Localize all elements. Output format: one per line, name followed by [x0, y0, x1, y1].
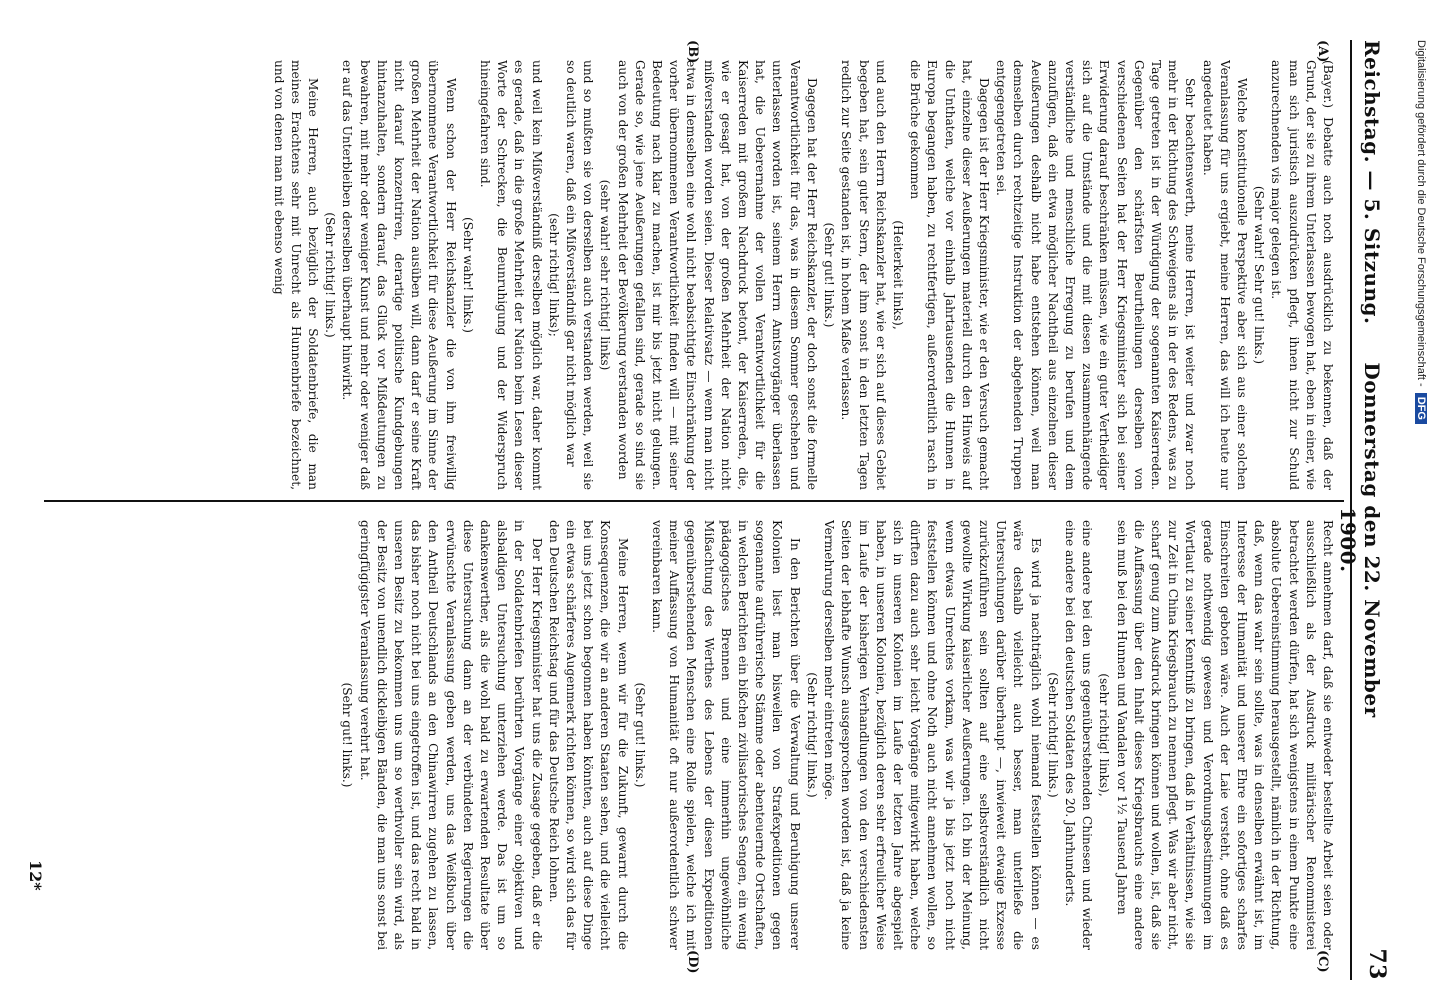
paragraph: und auch den Herrn Reichskanzler hat, wie er sich auf dieses Gebiet begeben hat, sein guter Stern, der ihm sonst in den letzten Tagen redlich zur Seite gestanden ist, in hohem Maße verlassen. — [839, 60, 888, 490]
interjection: (Sehr wahr! Sehr gut! links.) — [1252, 185, 1267, 365]
paragraph: Welche konstitutionelle Perspektive aber sich aus einer solchen Veranlassung für uns ergiebt, meine Herren, das will ich heute nur angedeutet haben. — [1200, 60, 1249, 490]
interjection: (sehr wahr! sehr richtig! links) — [598, 179, 613, 371]
paragraph: In den Berichten über die Verwaltung und Beruhigung unserer Kolonien liest man bisweilen von Strafexpeditionen gegen sogenannte aufrührerische Stämme oder abenteuernde Ortschaften, in welchen Berichten ein bißchen zivilisatorisches Sengen, ein wenig pädagogisches Brennen und eine immerhin ungewöhnliche Mißachtung des Werthes des Lebens der diesen Expeditionen gegenüberstehenden Menschen eine Rolle spielen, welche ich mit meiner Auffassung von Humanität oft nur außerordentlich schwer vereinbaren kann. — [650, 520, 802, 950]
paragraph: Es wird ja nachträglich wohl niemand feststellen können — es wäre deshalb vielleicht auch besser, man unterließe die Untersuchungen darüber überhaupt —, inwieweit etwaige Exzesse zurückzuführen sein sollten auf eine selbstverständlich nicht gewollte Wirkung kaiserlicher Aeußerungen. Ich bin der Meinung, wenn etwas Unrechtes vorkam, was wir ja bis jetzt noch nicht feststellen können und ohne Noth auch nicht annehmen wollen, so dürften dazu auch sehr leicht Vorgänge mitgewirkt haben, welche sich in unseren Kolonien im Laufe der letzten Jahre abgespielt haben, in unseren Kolonien, bezüglich deren sehr erfreulicher Weise im Laufe der bisherigen Verhandlungen von den verschiedensten Seiten der lebhafte Wunsch ausgesprochen worden ist, daß ja keine Vermehrung derselben mehr eintreten möge. — [822, 520, 1043, 950]
paragraph: Wenn schon der Herr Reichskanzler die von ihm freiwillig übernommene Verantwortlichkeit für diese Aeußerung im Sinne der großen Mehrheit der Nation ausüben will, dann darf er seine Kraft nicht darauf konzentriren, derartige politische Kundgebungen hintanzuhalten, sondern darauf, das Glück vor Mißdeutungen zu bewahren, mit mehr oder weniger Kunst und mehr oder weniger daß er auf das Unterbleiben derselben überhaupt hinwirkt. — [340, 60, 458, 490]
paragraph: eine andere bei den uns gegenüberstehenden Chinesen und wieder eine andere bei den deutschen Soldaten des 20. Jahrhunderts. — [1062, 520, 1095, 950]
interjection: (sehr richtig! links), — [1097, 673, 1112, 797]
column-divider — [44, 500, 1344, 502]
paragraph: Meine Herren, wenn wir für die Zukunft, gewarnt durch die Konsequenzen, die wir an anderen Staaten sehen, und die vielleicht bei uns jetzt schon begonnen haben könnten, auch auf diese Dinge ein etwas schärferes Augenmerk richten können, so wird sich das für den Deutschen Reichstag und für das Deutsche Reich lohnen. — [546, 520, 630, 950]
interjection: (Heiterkeit links), — [890, 220, 905, 330]
paragraph: Recht annehmen darf, daß sie entweder bestellte Arbeit seien oder ausschließlich als der Ausdruck militärischer Renommisterei betrachtet werden dürfen, hat sich wenigstens in einem Punkte eine absolute Uebereinstimmung herausgestellt, nämlich in der Richtung, daß, wenn das wahr sein sollte, was in denselben erwähnt ist, im Interesse der Humanität und unserer Ehre ein sofortiges scharfes Einschreiten geboten wäre. Auch der Laie versteht, ohne daß es gerade nothwendig gewesen und Verordnungsbestimmungen im Wortlaut zu seiner Kenntniß zu bringen, daß in Verhältnissen, wie sie zur Zeit in China Kriegsbrauch zu nennen pflegt. Was wir aber nicht, scharf genug zum Ausdruck bringen können und wollen, ist, daß sie die Auffassung über den Inhalt dieses Kriegsbrauchs eine andere sein muß bei den Hunnen und Vandalen vor 1½ Tausend Jahren — [1114, 520, 1335, 950]
credit-label: Digitalisierung gefördert durch die Deutsche Forschungsgemeinschaft - — [1415, 40, 1427, 387]
paragraph: Dagegen hat der Herr Reichskanzler, der doch sonst die formelle Verantwortlichkeit für das, was in diesem Sommer geschehen und unterlassen worden ist, seinem Herrn Amtsvorgänger überlassen hat, die Ueberernahme der vollen Verantwortlichkeit für die Kaiserreden mit großem Nachdruck betont, der Kaiserreden, die, wie er gesagt hat, von der großen Mehrheit der Nation nicht mißverstanden worden seien. Dieser Relativsatz — wenn man nicht etwa in demselben eine wohl nicht beabsichtigte Einschränkung der vorher übernommenen Verantwortlichkeit finden will — mit seiner Bedeutung nach klar zu machen, ist mir bis jetzt nicht gelungen. Gerade so, wie jene Aeußerungen gefallen sind, gerade so sind sie auch von der großen Mehrheit der Bevölkerung verstanden worden — [615, 60, 819, 490]
header-date: Donnerstag den 22. November 1900. — [1336, 362, 1384, 718]
margin-mark-b: (B) — [685, 40, 700, 64]
paragraph: und so mußten sie von derselben auch verstanden werden, weil sie so deutlich waren, daß ein Mißverständniß gar nicht möglich war — [564, 60, 596, 490]
right-column — [36, 520, 1336, 950]
header-rule — [1350, 40, 1352, 980]
paragraph: (Bayer.) Debatte auch noch ausdrücklich zu bekennen, daß der Grund, der sie zu ihrem Unterlassen bewogen hat, eben in einer, wie man sich juristisch auszudrücken pflegt, ihnen nicht zur Schuld anzurechnenden vis major gelegen ist. — [1269, 60, 1335, 490]
margin-mark-d: (D) — [685, 950, 700, 974]
paragraph: Sehr beachtenswerth, meine Herren, ist weiter und zwar noch mehr in der Richtung des Schweigens als in der des Redens, was zu Tage getreten ist in der Würdigung der sogenannten Kaiserreden. Gegenüber den schärfsten Beurtheilungen derselben von verschiedenen Seiten hat der Herr Kriegsminister sich bei seiner Erwiderung darauf beschränken müssen, wie ein guter Vertheidiger sich auf die Umstände und die mit diesen zusammenhängende verständliche und menschliche Erregung zu berufen und dem anzufügen, daß ein etwa möglicher Nachtheil aus einzelnen dieser Aeußerungen deshalb nicht habe entstehen können, weil man demselben durch rechtzeitige Instruktion der abgehenden Truppen entgegengetreten sei. — [994, 60, 1198, 490]
credit-text — [1405, 40, 1427, 600]
page-number: 73 — [1364, 948, 1390, 980]
paragraph: und weil kein Mißverständniß derselben möglich war, daher kommt es gerade, daß in die große Mehrheit der Nation beim Lesen dieser Worte der Schrecken, die Beunruhigung und der Widerspruch hineingefahren sind. — [478, 60, 544, 490]
margin-mark-c: (C) — [1315, 950, 1330, 973]
signature-mark: 12* — [26, 860, 45, 891]
paragraph: Der Herr Kriegsminister hat uns die Zusage gegeben, daß er die in der Soldatenbriefen berührten Vorgänge einer objektiven und alsbaldigen Untersuchung unterziehen werde. Das ist um so dankenswerther, als die wohl bald zu erwartenden Resultate über diese Untersuchung dann an der verbündeten Regierungen die erwünschte Veranlassung geben werden, uns das Weißbuch über den Antheil Deutschlands an den Chinawirren zugehen zu lassen, das bisher noch nicht bei uns eingetroffen ist, und das recht bald in unseren Besitz zu bekommen uns um so werthvoller sein wird, als der Besitz von unendlich dickleibigen Bänden, die man uns sonst bei geringfügigster Veranlassung verehrt hat. — [357, 520, 544, 950]
interjection: (Sehr wahr! links.) — [460, 217, 475, 333]
page-header — [1336, 40, 1390, 980]
interjection: (Sehr gut! links.) — [822, 222, 837, 328]
interjection: (sehr richtig! links); — [546, 213, 561, 337]
digitization-credit — [1405, 40, 1431, 600]
paragraph: Dagegen ist der Herr Kriegsminister, wie er den Versuch gemacht hat, einzelne dieser Aeußerungen materiell durch den Hinweis auf die Unthaten, welche vor einhalb Jahrtausenden die Hunnen in Europa begangen haben, zu rechtfertigen, außerordentlich rasch in die Brüche gekommen — [908, 60, 991, 490]
margin-mark-a: (A) — [1315, 40, 1330, 63]
interjection: (Sehr richtig! links.) — [804, 672, 819, 798]
interjection: (Sehr richtig! links.) — [323, 212, 338, 338]
interjection: (Sehr gut! links.) — [632, 682, 647, 788]
interjection: (Sehr richtig! links.) — [1045, 672, 1060, 798]
paragraph: Meine Herren, auch bezüglich der Soldatenbriefe, die man meines Erachtens sehr mit Unrecht als Hunnenbriefe bezeichnet, und von denen man mit ebenso wenig — [271, 60, 321, 490]
header-left: Reichstag. — 5. Sitzung. — [1360, 40, 1384, 325]
dfg-logo: DFG — [1415, 393, 1427, 424]
interjection: (Sehr gut! links.) — [340, 682, 355, 788]
left-column — [36, 60, 1336, 490]
